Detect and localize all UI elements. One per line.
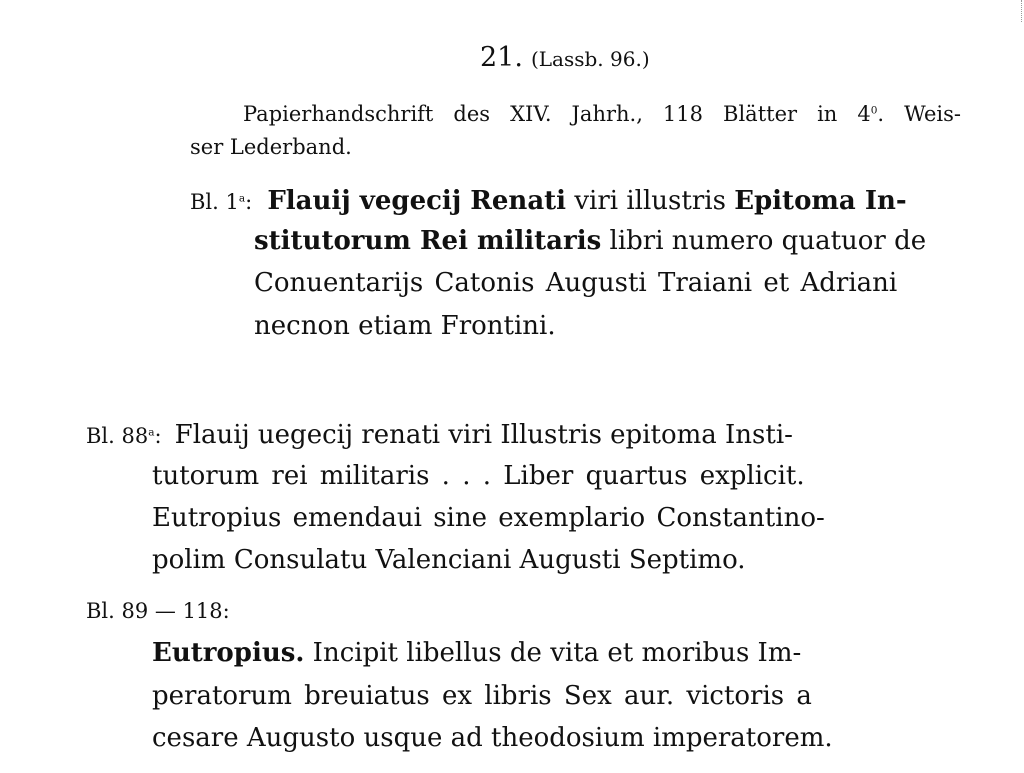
entry-reference: (Lassb. 96.) bbox=[530, 47, 650, 71]
description-line-2: ser Lederband. bbox=[190, 135, 352, 159]
entry3-line-2: peratorum breuiatus ex libris Sex aur. victoris a bbox=[152, 681, 812, 711]
entry1-line-1: Bl. 1$^a$: Flauij vegecij Renati viri illustris Epitoma In- bbox=[190, 186, 907, 216]
entry2-line-3: Eutropius emendaui sine exemplario Constantino- bbox=[152, 503, 825, 533]
entry2-label: Bl. 88$^a$: bbox=[86, 424, 162, 448]
entry3-line-1: Eutropius. Incipit libellus de vita et moribus Im- bbox=[152, 638, 802, 668]
entry1-label: Bl. 1$^a$: bbox=[190, 190, 253, 214]
entry2-line-1: Bl. 88$^a$: Flauij uegecij renati viri Illustris epitoma Insti- bbox=[86, 420, 793, 450]
entry2-line-4: polim Consulatu Valenciani Augusti Septimo. bbox=[152, 545, 746, 575]
entry3-line-3: cesare Augusto usque ad theodosium imperatorem. bbox=[152, 723, 833, 753]
entry1-line-3: Conuentarijs Catonis Augusti Traiani et Adriani bbox=[254, 268, 898, 298]
entry1-line-4: necnon etiam Frontini. bbox=[254, 311, 556, 341]
entry3-label: Bl. 89 — 118: bbox=[86, 599, 230, 623]
page-edge-mark bbox=[1019, 0, 1022, 22]
entry-heading bbox=[480, 44, 650, 71]
entry2-line-2: tutorum rei militaris . . . Liber quartus explicit. bbox=[152, 461, 805, 491]
entry-number: 21. bbox=[480, 42, 523, 73]
description-line-1: Papierhandschrift des XIV. Jahrh., 118 Blätter in $4^0$. Weis- bbox=[243, 102, 961, 126]
entry1-line-2: stitutorum Rei militaris libri numero quatuor de bbox=[254, 226, 927, 256]
